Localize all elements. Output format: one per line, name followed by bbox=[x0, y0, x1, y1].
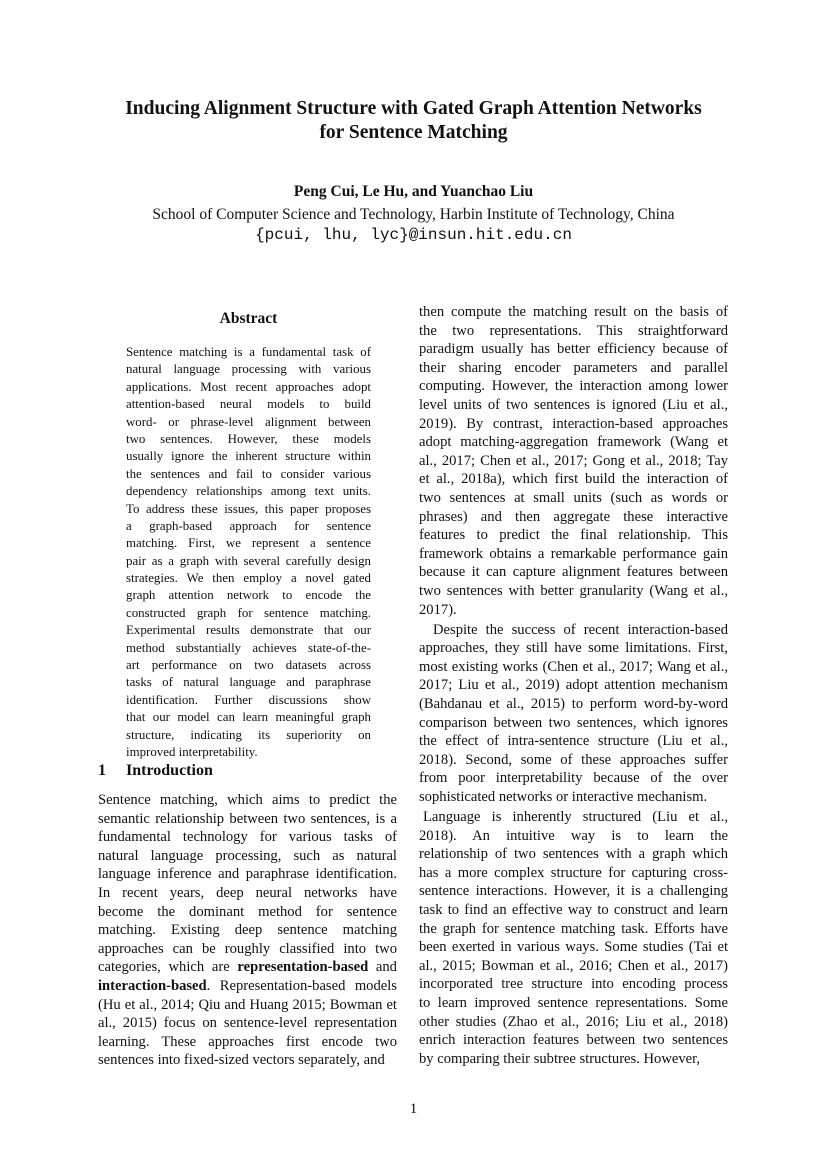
text-line: method substantially achieves state-of-the- bbox=[126, 640, 371, 655]
text-line: other studies (Zhao et al., 2016; Liu et al., 2018) bbox=[419, 1013, 728, 1030]
text-line: word- or phrase-level alignment between bbox=[126, 414, 371, 429]
text-line: two sentences at small units (such as words or bbox=[419, 489, 728, 506]
text-line: applications. Most recent approaches adopt bbox=[126, 379, 371, 394]
text-line: semantic relationship between two sentences, is a bbox=[98, 810, 397, 827]
text-line: pair as a graph with several carefully design bbox=[126, 553, 371, 568]
text-line: dependency relationships among text units. bbox=[126, 484, 371, 499]
text-line: structure, indicating its superiority on bbox=[126, 727, 371, 742]
text-line: then compute the matching result on the basis of bbox=[419, 304, 728, 320]
text-line: comparison between two sentences, which ignores bbox=[419, 714, 728, 731]
text-segment: and bbox=[368, 959, 397, 976]
text-line: sentence interactions. However, it is a challenging bbox=[419, 883, 728, 900]
text-line: enrich interaction features between two sentences bbox=[419, 1032, 728, 1049]
intro-right-column bbox=[419, 303, 728, 1068]
section-title: Introduction bbox=[126, 762, 213, 779]
text-line: adopt matching-aggregation framework (Wang et bbox=[419, 434, 728, 451]
paper-title-line-2: for Sentence Matching bbox=[319, 122, 508, 143]
text-segment: categories, which are bbox=[98, 959, 238, 976]
text-line: relationship of two sentences with a graph which bbox=[419, 846, 728, 863]
text-line: 2019). By contrast, interaction-based approaches bbox=[419, 415, 728, 432]
text-line: level units of two sentences is ignored (Liu et al., bbox=[419, 396, 728, 413]
text-line: identification. Further discussions show bbox=[126, 692, 371, 707]
text-line: because it can capture alignment features between bbox=[419, 564, 728, 581]
text-line: 2017; Liu et al., 2019) adopt attention mechanism bbox=[419, 677, 728, 694]
text-line: al., 2015; Bowman et al., 2016; Chen et al., 2017) bbox=[419, 957, 728, 974]
text-line: fundamental technology for various tasks of bbox=[98, 829, 397, 846]
text-line: Language is inherently structured (Liu et al., bbox=[423, 809, 728, 826]
text-line: to learn improved sentence representations. Some bbox=[419, 994, 728, 1011]
text-line: graph attention network to encode the bbox=[126, 588, 371, 603]
text-line: task to find an effective way to construct and learn bbox=[419, 902, 728, 918]
text-line: a graph-based approach for sentence bbox=[126, 518, 371, 533]
text-line: improved interpretability. bbox=[126, 744, 258, 759]
text-line: natural language processing with various bbox=[126, 362, 371, 377]
text-line: incorporated tree structure into encoding process bbox=[419, 976, 728, 993]
text-line: Sentence matching, which aims to predict the bbox=[98, 792, 397, 808]
text-line: the sentences and fail to consider various bbox=[126, 466, 371, 481]
text-line: the graph for sentence matching task. Efforts have bbox=[419, 920, 728, 937]
text-line: attention-based neural models to build bbox=[126, 397, 371, 412]
text-line bbox=[98, 977, 397, 996]
text-segment: . Representation-based models bbox=[206, 977, 397, 994]
text-line: approaches, they still have some limitations. First, bbox=[419, 640, 728, 657]
section-heading-introduction bbox=[98, 762, 213, 780]
text-line: two sentences with better granularity (Wang et al., bbox=[419, 582, 728, 599]
section-number: 1 bbox=[98, 762, 106, 779]
text-line: al., 2015) focus on sentence-level representation bbox=[98, 1015, 397, 1032]
text-line: approaches can be roughly classified into two bbox=[98, 940, 397, 957]
text-line: from poor interpretability because of the over bbox=[419, 770, 728, 787]
text-line: natural language processing, such as natural bbox=[98, 847, 397, 864]
text-line: Despite the success of recent interaction-based bbox=[433, 621, 728, 638]
text-line: sophisticated networks or interactive mechanism. bbox=[419, 788, 708, 805]
text-line: constructed graph for sentence matching. bbox=[126, 605, 371, 620]
affiliation: School of Computer Science and Technology, Harbin Institute of Technology, China bbox=[152, 206, 675, 223]
abstract-heading: Abstract bbox=[219, 310, 278, 327]
text-line: usually ignore the inherent structure within bbox=[126, 449, 371, 464]
text-line: To address these issues, this paper proposes bbox=[126, 501, 371, 516]
abstract-body bbox=[126, 344, 371, 761]
text-line: has a more complex structure for capturing cross- bbox=[419, 864, 728, 881]
text-line: their sharing encoder parameters and parallel bbox=[419, 359, 728, 376]
text-line: sentences into fixed-sized vectors separately, and bbox=[98, 1052, 385, 1069]
text-line: (Hu et al., 2014; Qiu and Huang 2015; Bowman et bbox=[98, 996, 397, 1013]
text-line: by comparing their subtree structures. However, bbox=[419, 1050, 701, 1067]
text-line: language inference and paraphrase identification. bbox=[98, 866, 397, 883]
text-line: matching. Existing deep sentence matching bbox=[98, 922, 397, 939]
text-line: phrases) and then aggregate these interactive bbox=[419, 508, 728, 525]
intro-left-column bbox=[98, 791, 397, 1070]
text-line: In recent years, deep neural networks have bbox=[98, 884, 397, 901]
bold-term: representation-based bbox=[237, 959, 369, 976]
text-line: 2018). An intuitive way is to learn the bbox=[419, 827, 728, 844]
text-line: strategies. We then employ a novel gated bbox=[126, 571, 371, 586]
text-line: al., 2017; Chen et al., 2017; Gong et al., 2018; Tay bbox=[419, 452, 728, 469]
text-line bbox=[98, 958, 397, 977]
text-line: art performance on two datasets across bbox=[126, 658, 371, 673]
text-line: tasks of natural language and paraphrase bbox=[126, 675, 371, 690]
text-line: become the dominant method for sentence bbox=[98, 903, 397, 920]
page-number: 1 bbox=[409, 1101, 418, 1117]
paper-title-line-1: Inducing Alignment Structure with Gated Graph Attention Networks bbox=[125, 98, 702, 119]
text-line: learning. These approaches first encode two bbox=[98, 1033, 397, 1050]
text-line: framework obtains a remarkable performance gain bbox=[419, 545, 728, 562]
text-line: that our model can learn meaningful graph bbox=[126, 710, 371, 725]
author-email: {pcui, lhu, lyc}@insun.hit.edu.cn bbox=[255, 226, 572, 244]
text-line: the two representations. This straightforward bbox=[419, 322, 728, 339]
bold-term: interaction-based bbox=[98, 977, 207, 994]
text-line: Experimental results demonstrate that our bbox=[126, 623, 371, 638]
text-line: the effect of intra-sentence structure (Liu et al., bbox=[419, 733, 728, 750]
text-line: matching. First, we represent a sentence bbox=[126, 536, 371, 551]
text-line: Sentence matching is a fundamental task of bbox=[126, 345, 371, 359]
text-line: et al., 2018a), which first build the interaction of bbox=[419, 471, 728, 488]
text-line: 2018). Second, some of these approaches suffer bbox=[419, 751, 728, 768]
text-line: features to predict the final relationship. This bbox=[419, 527, 728, 544]
text-line: been exerted in various ways. Some studies (Tai et bbox=[419, 939, 728, 956]
text-line: two sentences. However, these models bbox=[126, 431, 371, 446]
text-line: 2017). bbox=[419, 601, 457, 618]
text-line: computing. However, the interaction among lower bbox=[419, 378, 728, 395]
text-line: most existing works (Chen et al., 2017; Wang et al., bbox=[419, 658, 728, 675]
text-line: (Bahdanau et al., 2015) to perform word-by-word bbox=[419, 695, 728, 712]
text-line: paradigm usually has better efficiency because of bbox=[419, 341, 728, 358]
authors: Peng Cui, Le Hu, and Yuanchao Liu bbox=[293, 183, 534, 200]
